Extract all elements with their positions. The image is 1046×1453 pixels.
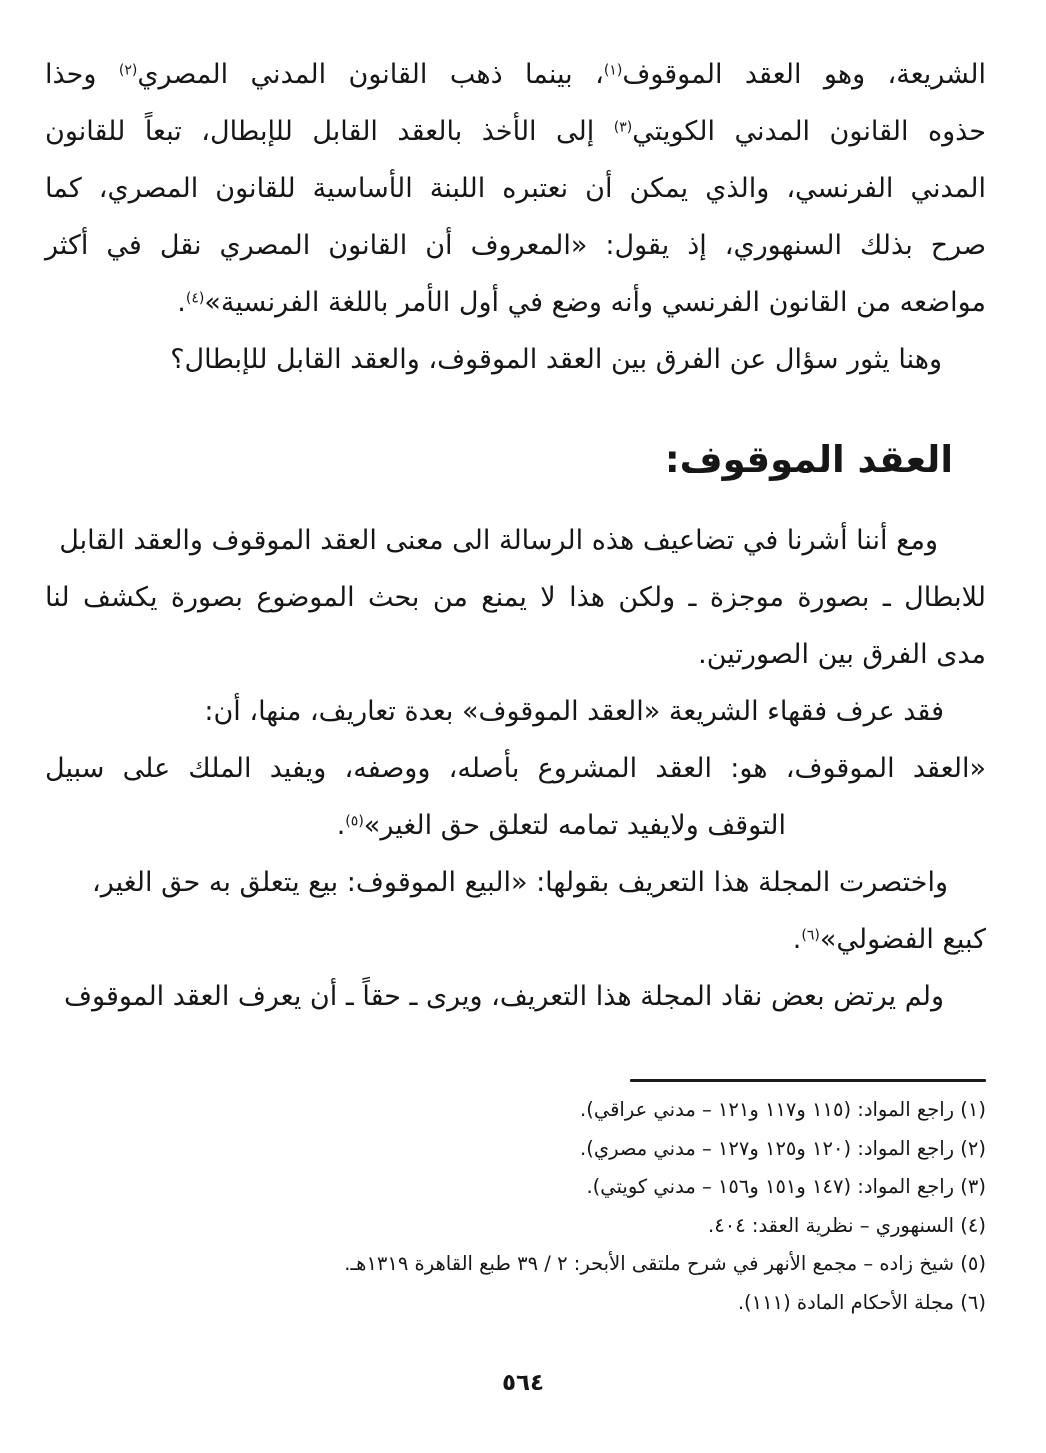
- footnote-marker: (٦): [801, 927, 820, 944]
- page-number: ٥٦٤: [501, 1370, 545, 1396]
- footnote: (٣) راجع المواد: (١٤٧ و١٥١ و١٥٦ – مدني كويتي).: [586, 1175, 986, 1198]
- text-line: للابطال ـ بصورة موجزة ـ ولكن هذا لا يمنع من بحث الموضوع بصورة يكشف لنا: [45, 582, 986, 613]
- footnote-marker: (٤): [185, 290, 205, 307]
- text-line: «العقد الموقوف، هو: العقد المشروع بأصله، ووصفه، ويفيد الملك على سبيل: [45, 753, 986, 784]
- paragraph-group-top: [45, 46, 986, 388]
- text-line: حذوه القانون المدني الكويتي$^{(٣)}$ إلى الأخذ بالعقد القابل للإبطال، تبعاً للقانون: [45, 116, 986, 147]
- text-line: ومع أننا أشرنا في تضاعيف هذه الرسالة الى معنى العقد الموقوف والعقد القابل: [59, 525, 938, 556]
- text-line: مواضعه من القانون الفرنسي وأنه وضع في أول الأمر باللغة الفرنسية»$^{(٤)}$.: [177, 287, 986, 318]
- footnote-marker: (٣): [613, 119, 633, 136]
- text-line: مدى الفرق بين الصورتين.: [698, 639, 986, 670]
- section-heading: العقد الموقوف:: [664, 438, 953, 481]
- footnote: (٢) راجع المواد: (١٢٠ و١٢٥ و١٢٧ – مدني مصري).: [580, 1136, 986, 1160]
- footnote-marker: (٢): [118, 62, 138, 79]
- text-line: الشريعة، وهو العقد الموقوف$^{(١)}$، بينما ذهب القانون المدني المصري$^{(٢)}$ وحذا: [45, 59, 986, 90]
- text-line: كبيع الفضولي»$^{(٦)}$.: [792, 924, 986, 955]
- footnote: (٥) شيخ زاده – مجمع الأنهر في شرح ملتقى الأبحر: ٢ / ٣٩ طبع القاهرة ١٣١٩هـ.: [344, 1252, 986, 1275]
- footnote-separator: [630, 1079, 986, 1082]
- body-text: [45, 0, 986, 1025]
- footnote: (٦) مجلة الأحكام المادة (١١١).: [737, 1290, 986, 1314]
- footnote-marker: (٥): [345, 813, 364, 830]
- footnotes-block: [45, 1091, 986, 1322]
- text-line: واختصرت المجلة هذا التعريف بقولها: «البيع الموقوف: بيع يتعلق به حق الغير،: [91, 867, 948, 898]
- footnote: (١) راجع المواد: (١١٥ و١١٧ و١٢١ – مدني عراقي).: [580, 1098, 986, 1121]
- text-line: ولم يرتض بعض نقاد المجلة هذا التعريف، ويرى ـ حقاً ـ أن يعرف العقد الموقوف: [64, 981, 944, 1012]
- footnote: (٤) السنهوري – نظرية العقد: ٤٠٤.: [708, 1213, 986, 1237]
- text-line: صرح بذلك السنهوري، إذ يقول: «المعروف أن القانون المصري نقل في أكثر: [45, 230, 986, 261]
- footnote-marker: (١): [603, 62, 623, 79]
- text-line: المدني الفرنسي، والذي يمكن أن نعتبره اللبنة الأساسية للقانون المصري، كما: [45, 173, 986, 204]
- text-line: التوقف ولايفيد تمامه لتعلق حق الغير»$^{(٥)}$.: [336, 810, 786, 841]
- paragraph-group-main: [45, 512, 986, 1025]
- text-line: وهنا يثور سؤال عن الفرق بين العقد الموقوف، والعقد القابل للإبطال؟: [170, 344, 942, 375]
- text-line: فقد عرف فقهاء الشريعة «العقد الموقوف» بعدة تعاريف، منها، أن:: [204, 696, 944, 727]
